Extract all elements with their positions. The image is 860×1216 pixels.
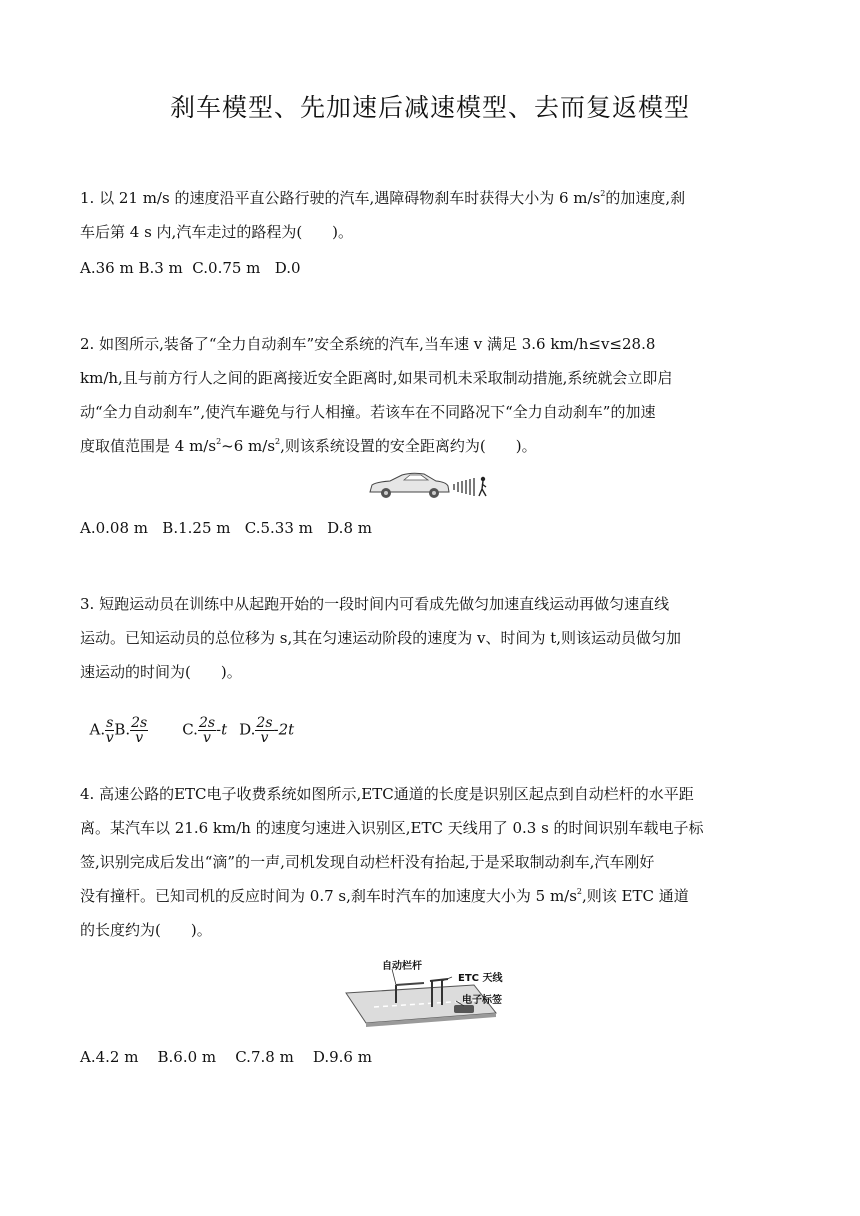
question-1-options: A.36 m B.3 m C.0.75 m D.0 <box>80 259 301 277</box>
label-electronic-tag: 电子标签 <box>462 995 502 1006</box>
option-b-denominator: v <box>135 730 144 746</box>
question-4-line-1: 4. 高速公路的ETC电子收费系统如图所示,ETC通道的长度是识别区起点到自动栏杆的水平距 <box>80 785 694 803</box>
question-4-line-3: 签,识别完成后发出“滴”的一声,司机发现自动栏杆没有抬起,于是采取制动刹车,汽车刚好 <box>80 853 655 871</box>
option-b-numerator: 2s <box>131 715 148 731</box>
question-2-line-3: 动“全力自动刹车”,使汽车避免与行人相撞。若该车在不同路况下“全力自动刹车”的加速 <box>80 403 656 421</box>
question-2-options: A.0.08 m B.1.25 m C.5.33 m D.8 m <box>80 519 372 537</box>
question-3-line-2: 运动。已知运动员的总位移为 s,其在匀速运动阶段的速度为 v、时间为 t,则该运动员做匀加 <box>80 629 682 647</box>
etc-figure <box>344 955 524 1037</box>
label-auto-barrier: 自动栏杆 <box>382 961 422 972</box>
question-1 <box>80 181 780 249</box>
option-c-tail: -t <box>216 720 228 739</box>
option-b-fraction <box>130 716 148 745</box>
question-2 <box>80 327 780 463</box>
option-b-label: B. <box>114 720 131 739</box>
option-d-label: D. <box>239 720 256 739</box>
option-c-denominator: v <box>203 730 211 746</box>
question-3-line-1: 3. 短跑运动员在训练中从起跑开始的一段时间内可看成先做匀加速直线运动再做匀速直线 <box>80 595 670 613</box>
option-d-denominator: v <box>260 730 269 746</box>
q2-text-c: ,则该系统设置的安全距离约为( )。 <box>280 437 537 455</box>
option-d-fraction <box>255 716 273 745</box>
question-3-options <box>80 698 294 745</box>
q1-text-b: 的加速度,刹 <box>605 189 686 207</box>
q1-text-a: 1. 以 21 m/s 的速度沿平直公路行驶的汽车,遇障碍物刹车时获得大小为 6 m/s <box>80 189 601 207</box>
question-4-line-5: 的长度约为( )。 <box>80 921 212 939</box>
question-2-line-1: 2. 如图所示,装备了“全力自动刹车”安全系统的汽车,当车速 v 满足 3.6 km/h≤v≤28.8 <box>80 335 656 353</box>
question-4-options: A.4.2 m B.6.0 m C.7.8 m D.9.6 m <box>80 1048 372 1066</box>
option-c-label: C. <box>182 720 198 739</box>
option-a-label: A. <box>89 720 106 739</box>
q4-superscript: 2 <box>576 887 583 896</box>
option-c-fraction <box>198 716 216 745</box>
q2-text-b: ~6 m/s <box>221 437 276 455</box>
question-2-line-4 <box>80 429 780 463</box>
question-1-line-1 <box>80 181 780 215</box>
option-a-fraction <box>105 716 114 745</box>
question-1-line-2: 车后第 4 s 内,汽车走过的路程为( )。 <box>80 223 354 241</box>
question-4 <box>80 777 780 947</box>
q2-superscript-2: 2 <box>275 437 281 446</box>
q4-text-b: ,则该 ETC 通道 <box>582 887 689 905</box>
page-title: 刹车模型、先加速后减速模型、去而复返模型 <box>169 93 690 122</box>
q2-superscript-1: 2 <box>216 437 222 446</box>
question-4-line-4 <box>80 879 780 913</box>
option-a-denominator: v <box>105 730 114 746</box>
option-d-tail: -2t <box>273 720 295 739</box>
label-etc-antenna: ETC 天线 <box>458 973 503 984</box>
question-4-line-2: 离。某汽车以 21.6 km/h 的速度匀速进入识别区,ETC 天线用了 0.3 s 的时间识别车载电子标 <box>80 819 704 837</box>
option-c-numerator: 2s <box>198 715 216 731</box>
question-3-line-3: 速运动的时间为( )。 <box>80 663 242 681</box>
question-2-line-2: km/h,且与前方行人之间的距离接近安全距离时,如果司机未采取制动措施,系统就会立即启 <box>80 369 673 387</box>
option-a-numerator: s <box>106 715 114 731</box>
q4-text-a: 没有撞杆。已知司机的反应时间为 0.7 s,刹车时汽车的加速度大小为 5 m/s <box>80 887 577 905</box>
car-sensor-figure <box>366 470 494 502</box>
question-3 <box>80 587 780 689</box>
q2-text-a: 度取值范围是 4 m/s <box>80 437 217 455</box>
q1-superscript: 2 <box>600 189 606 198</box>
option-d-numerator: 2s <box>256 715 273 731</box>
